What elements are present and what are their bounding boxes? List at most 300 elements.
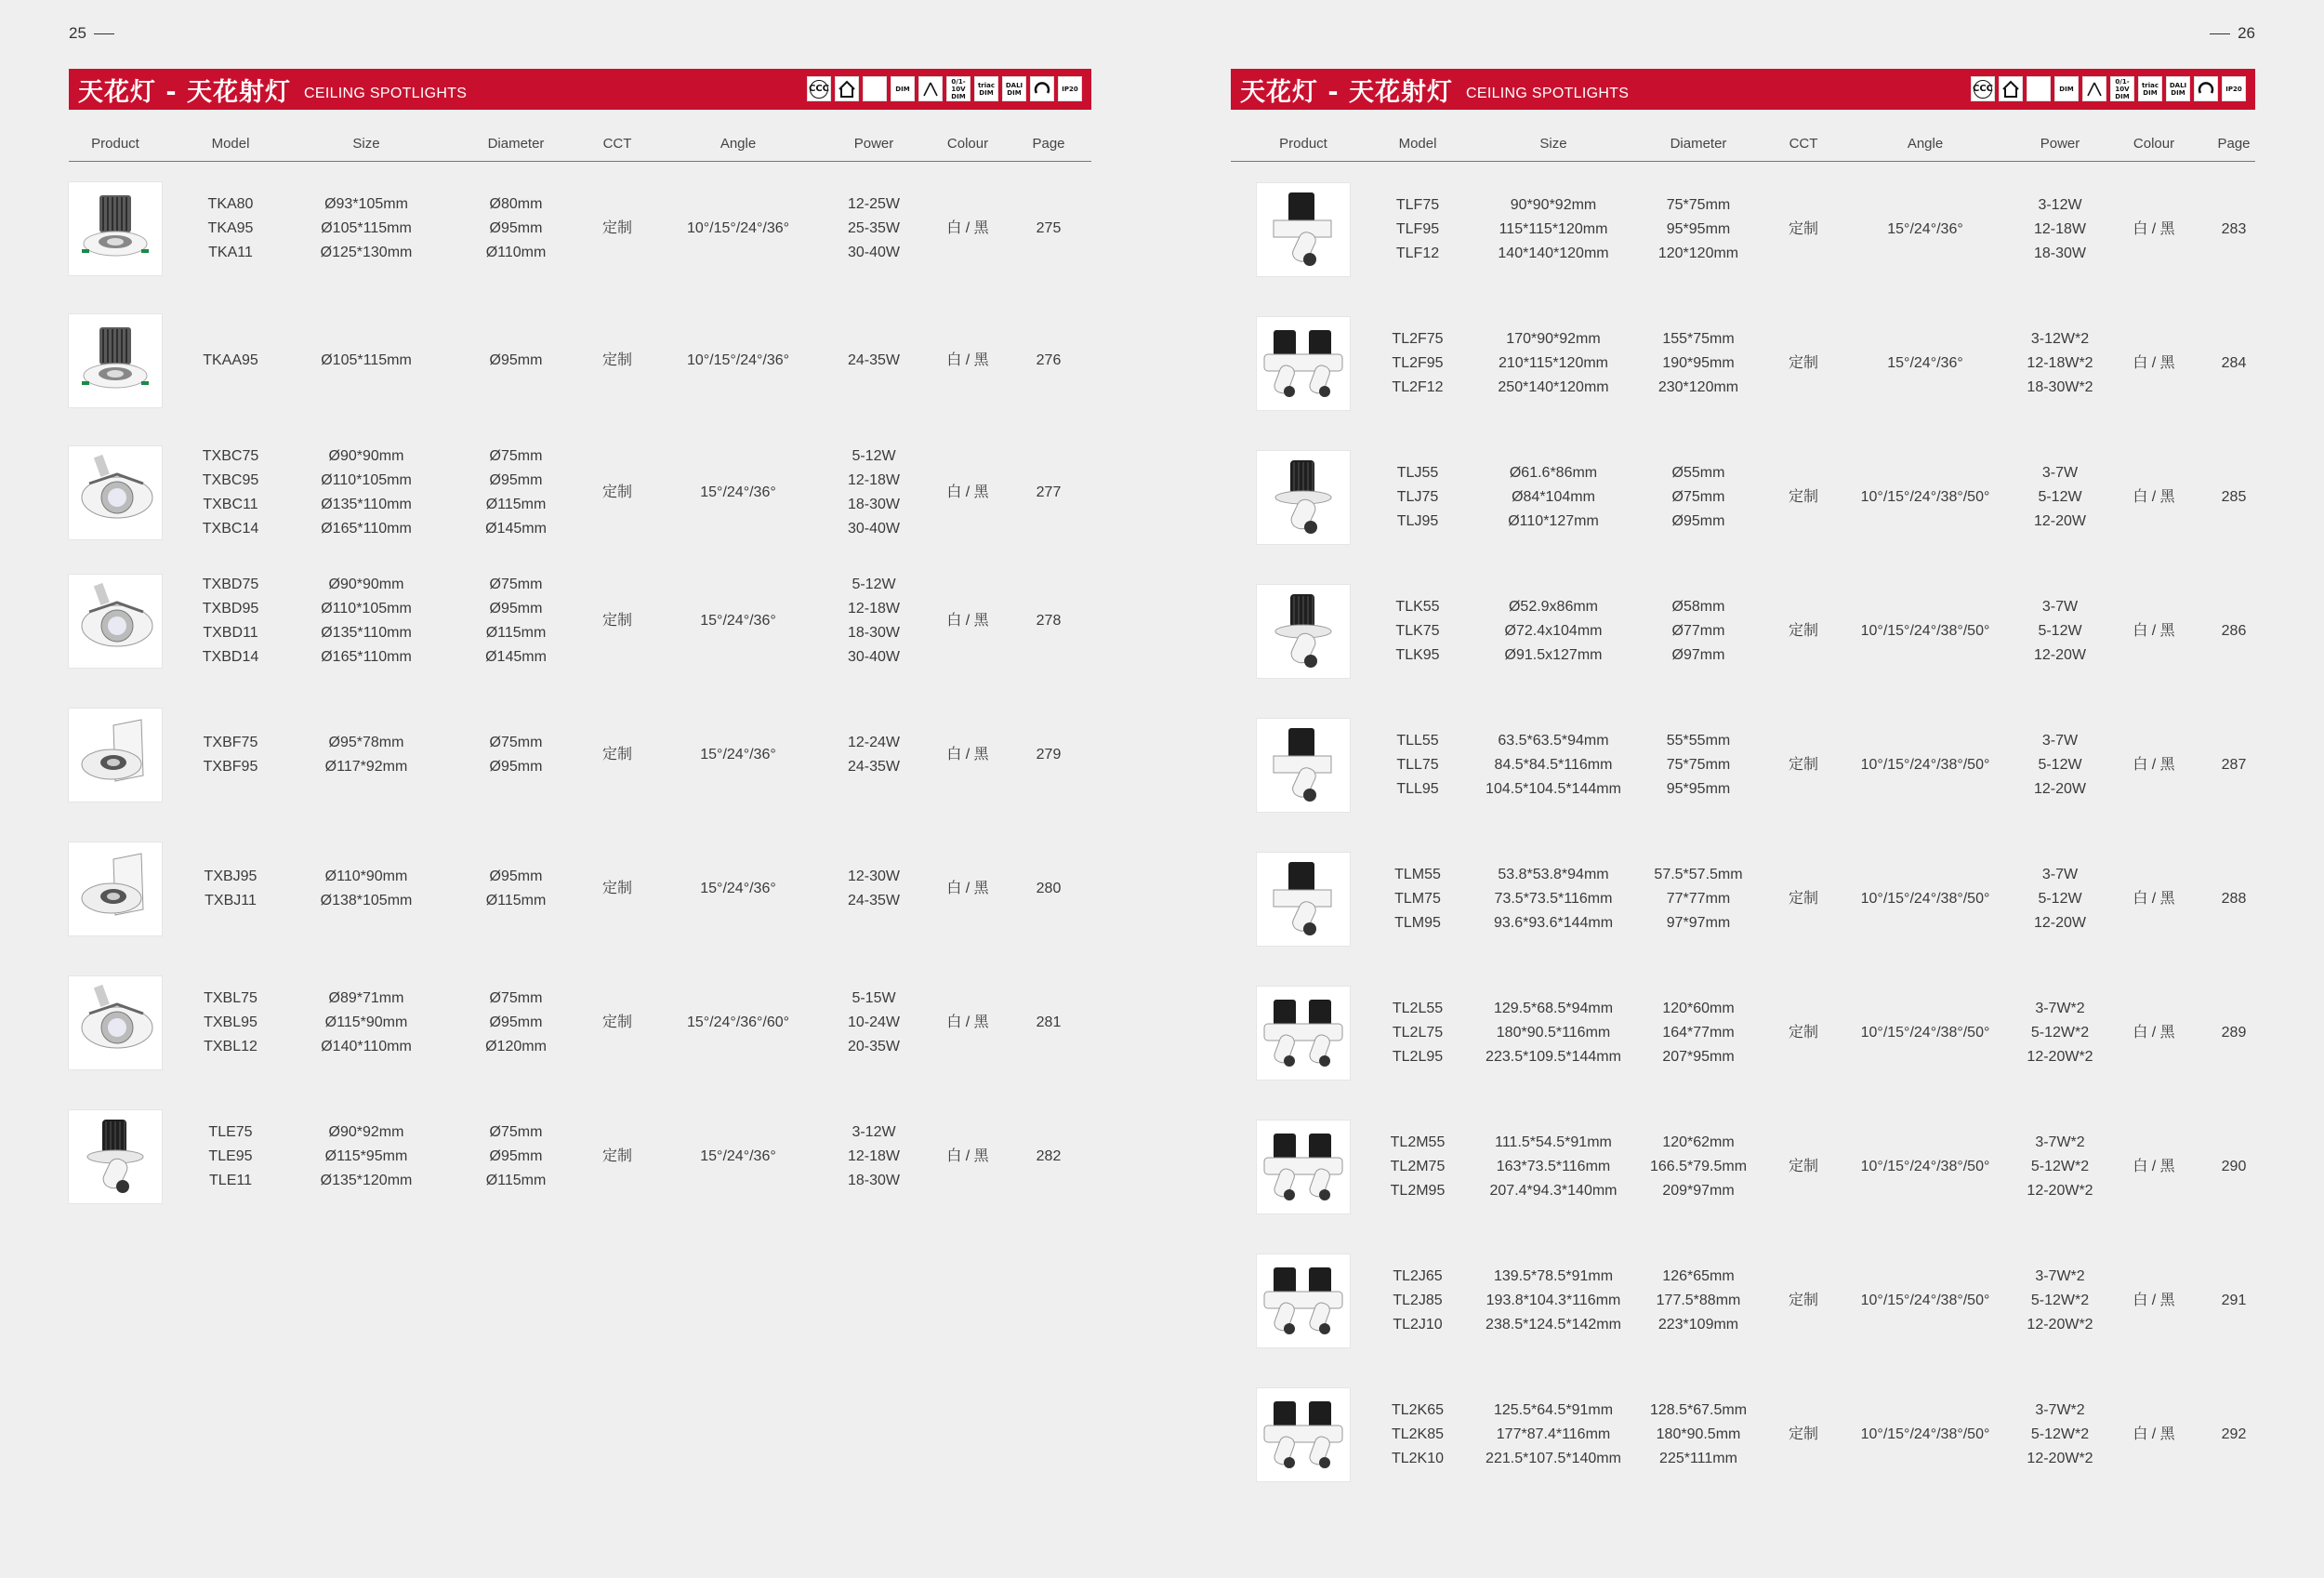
power-value: 12-20W*2	[2027, 1183, 2093, 1199]
diameter-value: Ø75mm	[489, 448, 543, 464]
header-page: Page	[1032, 136, 1065, 152]
diameter-value: 180*90.5mm	[1656, 1426, 1741, 1442]
cct-cell	[1789, 987, 1818, 1080]
size-value: Ø117*92mm	[324, 759, 408, 775]
model-value: TL2F95	[1392, 355, 1444, 371]
diameter-value: Ø95mm	[489, 759, 543, 775]
power-value: 18-30W	[847, 625, 901, 641]
size-value: 223.5*109.5*144mm	[1486, 1049, 1621, 1065]
angle-value: 10°/15°/24°/38°/50°	[1860, 891, 1990, 907]
size-cell	[1486, 1388, 1621, 1481]
model-value: TLK55	[1395, 599, 1440, 615]
cct-cell	[602, 842, 632, 935]
page-number-right: 26	[2202, 24, 2255, 43]
model-value: TXBC14	[202, 521, 259, 537]
power-value: 3-7W	[2041, 867, 2079, 882]
colour-value: 白 / 黑	[2133, 355, 2175, 371]
cct-cell	[602, 709, 632, 802]
power-value: 3-12W*2	[2030, 331, 2090, 347]
adjustable-spot-icon	[1257, 585, 1350, 678]
diameter-value: 128.5*67.5mm	[1649, 1402, 1748, 1418]
power-value: 10-24W	[847, 1014, 901, 1030]
page-ref-cell	[1037, 575, 1062, 668]
recessed-heatsink-downlight-icon	[69, 182, 162, 275]
angle-cell	[1861, 1254, 1990, 1347]
page-ref-value: 287	[2221, 757, 2247, 773]
header-colour: Colour	[946, 136, 989, 152]
model-value: TLK95	[1395, 647, 1440, 663]
diameter-value: 223*109mm	[1657, 1317, 1739, 1333]
page-ref-value: 280	[1036, 881, 1062, 896]
diameter-cell	[1650, 1388, 1747, 1481]
diameter-value: 55*55mm	[1666, 733, 1731, 749]
cct-value: 定制	[1788, 757, 1819, 773]
diameter-value: 75*75mm	[1666, 197, 1731, 213]
size-value: Ø105*115mm	[321, 220, 412, 236]
header-size: Size	[352, 136, 380, 152]
diameter-cell	[1657, 1254, 1741, 1347]
page-ref-value: 282	[1036, 1148, 1062, 1164]
table-row	[69, 842, 1091, 935]
diameter-cell	[1650, 1121, 1747, 1213]
header-page: Page	[2217, 136, 2251, 152]
diameter-value: 95*95mm	[1666, 221, 1731, 237]
power-cell	[848, 182, 900, 275]
product-photo	[1257, 1254, 1350, 1347]
model-value: TXBC11	[203, 497, 258, 512]
size-value: Ø95*78mm	[328, 735, 404, 750]
table-row	[1231, 1254, 2255, 1347]
model-cell	[1393, 987, 1443, 1080]
model-value: TXBF75	[203, 735, 258, 750]
size-value: 129.5*68.5*94mm	[1493, 1001, 1614, 1016]
size-value: 139.5*78.5*91mm	[1493, 1268, 1614, 1284]
power-value: 5-12W	[2038, 623, 2082, 639]
cct-cell	[602, 182, 632, 275]
rotate-icon	[2194, 76, 2218, 101]
section-title-bar	[1231, 69, 2255, 110]
model-cell	[1392, 1388, 1444, 1481]
colour-cell	[2133, 1388, 2174, 1481]
blank-icon	[2027, 76, 2051, 101]
power-cell	[848, 446, 900, 539]
product-photo	[69, 709, 162, 802]
size-value: Ø90*90mm	[328, 448, 404, 464]
angle-value: 15°/24°/36°	[700, 613, 776, 629]
cct-value: 定制	[601, 881, 633, 896]
product-photo	[1257, 585, 1350, 678]
diameter-value: Ø145mm	[485, 649, 547, 665]
twin-spotlight-icon	[1257, 987, 1350, 1080]
header-angle: Angle	[720, 136, 757, 152]
header-model: Model	[211, 136, 250, 152]
model-value: TLL95	[1396, 781, 1439, 797]
section-title-en: CEILING SPOTLIGHTS	[1466, 86, 1630, 101]
cct-cell	[1789, 317, 1818, 410]
model-value: TL2F12	[1392, 379, 1444, 395]
catalog-page-left	[69, 0, 1091, 1578]
power-value: 5-15W	[852, 990, 896, 1006]
diameter-value: Ø75mm	[489, 990, 543, 1006]
angle-value: 10°/15°/24°/38°/50°	[1860, 1293, 1990, 1308]
angle-cell	[1861, 1121, 1990, 1213]
diameter-value: Ø95mm	[1671, 513, 1725, 529]
size-value: Ø110*105mm	[321, 601, 412, 617]
cct-cell	[1789, 719, 1818, 812]
angle-value: 15°/24°/36°	[700, 747, 776, 762]
power-value: 12-20W	[2033, 513, 2087, 529]
angle-cell	[700, 1110, 775, 1203]
size-value: Ø90*90mm	[328, 577, 404, 592]
power-value: 3-7W*2	[2035, 1001, 2085, 1016]
angle-cell	[1887, 317, 1962, 410]
size-value: Ø110*127mm	[1508, 513, 1599, 529]
size-value: 84.5*84.5*116mm	[1494, 757, 1613, 773]
cct-value: 定制	[601, 613, 633, 629]
table-row	[69, 446, 1091, 539]
cct-value: 定制	[1788, 891, 1819, 907]
dali-dim-icon: DALI DIM	[2166, 76, 2190, 101]
ccc-icon	[1971, 76, 1995, 101]
size-value: 250*140*120mm	[1498, 379, 1609, 395]
cct-value: 定制	[601, 220, 633, 236]
diameter-value: Ø75mm	[489, 1124, 543, 1140]
trunk-spotlight-icon	[69, 709, 162, 802]
product-photo	[1257, 1388, 1350, 1481]
cct-value: 定制	[1788, 1159, 1819, 1174]
diameter-value: 120*120mm	[1657, 245, 1739, 261]
size-value: Ø165*110mm	[321, 521, 412, 537]
diameter-value: 77*77mm	[1666, 891, 1731, 907]
angle-value: 15°/24°/36°	[700, 1148, 776, 1164]
power-cell	[2027, 1121, 2093, 1213]
power-value: 24-35W	[847, 893, 901, 908]
cct-cell	[602, 1110, 632, 1203]
table-row	[69, 1110, 1091, 1203]
colour-value: 白 / 黑	[946, 613, 989, 629]
table-row	[1231, 987, 2255, 1080]
diameter-cell	[1658, 183, 1738, 276]
colour-cell	[946, 182, 988, 275]
cct-cell	[1789, 451, 1818, 544]
model-value: TXBD14	[202, 649, 259, 665]
power-value: 24-35W	[847, 352, 901, 368]
gimbal-spotlight-icon	[69, 446, 162, 539]
size-value: Ø105*115mm	[321, 352, 412, 368]
power-value: 12-20W	[2033, 781, 2087, 797]
size-cell	[321, 1110, 413, 1203]
size-value: Ø61.6*86mm	[1509, 465, 1598, 481]
colour-value: 白 / 黑	[946, 881, 989, 896]
size-value: 238.5*124.5*142mm	[1486, 1317, 1621, 1333]
diameter-value: 230*120mm	[1657, 379, 1739, 395]
size-cell	[321, 842, 413, 935]
angle-cell	[687, 182, 789, 275]
colour-cell	[946, 446, 988, 539]
size-value: Ø125*130mm	[320, 245, 413, 260]
size-cell	[321, 182, 413, 275]
product-photo	[1257, 987, 1350, 1080]
size-value: 163*73.5*116mm	[1496, 1159, 1611, 1174]
size-value: Ø91.5x127mm	[1504, 647, 1603, 663]
angle-value: 15°/24°/36°	[1887, 355, 1963, 371]
diameter-value: 75*75mm	[1666, 757, 1731, 773]
size-value: 177*87.4*116mm	[1496, 1426, 1611, 1442]
colour-cell	[2133, 987, 2174, 1080]
cct-value: 定制	[1788, 221, 1819, 237]
power-value: 12-18W	[847, 1148, 901, 1164]
size-cell	[321, 976, 412, 1069]
power-value: 3-7W*2	[2035, 1134, 2085, 1150]
model-cell	[1391, 1121, 1446, 1213]
size-cell	[321, 446, 412, 539]
model-value: TXBD95	[202, 601, 259, 617]
colour-cell	[946, 709, 988, 802]
model-value: TLM55	[1394, 867, 1441, 882]
power-value: 18-30W	[847, 1173, 901, 1188]
diameter-value: 155*75mm	[1662, 331, 1735, 347]
diameter-value: 57.5*57.5mm	[1654, 867, 1743, 882]
size-value: 115*115*120mm	[1499, 221, 1608, 237]
page-ref-cell	[2222, 719, 2247, 812]
model-value: TL2L55	[1392, 1001, 1444, 1016]
model-value: TXBD75	[202, 577, 259, 592]
led-chip-icon: DIM	[2054, 76, 2079, 101]
size-value: Ø110*105mm	[321, 472, 412, 488]
blank-icon	[863, 76, 887, 101]
model-value: TL2J10	[1393, 1317, 1443, 1333]
diameter-cell	[485, 976, 547, 1069]
colour-value: 白 / 黑	[946, 220, 989, 236]
power-value: 12-18W*2	[2027, 355, 2093, 371]
model-value: TL2M95	[1390, 1183, 1446, 1199]
model-cell	[203, 575, 258, 668]
diameter-value: Ø145mm	[485, 521, 547, 537]
size-value: 111.5*54.5*91mm	[1495, 1134, 1612, 1150]
angle-value: 15°/24°/36°	[700, 484, 776, 500]
colour-value: 白 / 黑	[946, 1148, 989, 1164]
power-value: 5-12W*2	[2030, 1293, 2090, 1308]
diameter-value: 190*95mm	[1662, 355, 1735, 371]
diameter-value: Ø95mm	[489, 352, 543, 368]
size-cell	[1490, 1121, 1618, 1213]
adjustable-spot-icon	[69, 1110, 162, 1203]
twin-spotlight-icon	[1257, 317, 1350, 410]
colour-value: 白 / 黑	[946, 352, 989, 368]
recessed-heatsink-downlight-icon	[69, 314, 162, 407]
cct-value: 定制	[1788, 489, 1819, 505]
page-ref-value: 290	[2221, 1159, 2247, 1174]
colour-value: 白 / 黑	[2133, 757, 2175, 773]
table-row	[1231, 1388, 2255, 1481]
page-ref-cell	[1037, 182, 1062, 275]
model-cell	[1393, 1254, 1442, 1347]
model-value: TLF12	[1395, 245, 1440, 261]
diameter-value: Ø95mm	[489, 601, 543, 617]
cct-cell	[1789, 1388, 1818, 1481]
product-photo	[1257, 719, 1350, 812]
table-row	[1231, 853, 2255, 946]
product-photo	[69, 976, 162, 1069]
size-cell	[1486, 1254, 1621, 1347]
cct-value: 定制	[1788, 355, 1819, 371]
colour-cell	[946, 976, 988, 1069]
cct-cell	[602, 314, 632, 407]
page-ref-cell	[2222, 1121, 2247, 1213]
size-cell	[1486, 987, 1621, 1080]
power-cell	[2034, 585, 2086, 678]
diameter-value: Ø58mm	[1671, 599, 1725, 615]
colour-value: 白 / 黑	[2133, 1159, 2175, 1174]
page-ref-value: 279	[1036, 747, 1062, 762]
power-value: 30-40W	[847, 245, 901, 260]
ccc-mark: CCC	[1974, 80, 1992, 99]
model-value: TXBL75	[204, 990, 257, 1006]
diameter-cell	[486, 182, 547, 275]
diameter-cell	[490, 314, 543, 407]
diameter-value: 209*97mm	[1662, 1183, 1735, 1199]
diameter-value: 120*62mm	[1662, 1134, 1735, 1150]
diameter-value: Ø75mm	[489, 735, 543, 750]
power-value: 5-12W	[2038, 757, 2082, 773]
table-row	[1231, 719, 2255, 812]
beam-icon	[918, 76, 943, 101]
page-ref-value: 283	[2221, 221, 2247, 237]
header-power: Power	[853, 136, 894, 152]
model-cell	[204, 976, 257, 1069]
cct-cell	[602, 976, 632, 1069]
diameter-cell	[486, 1110, 547, 1203]
model-value: TLE11	[209, 1173, 252, 1188]
diameter-value: Ø120mm	[485, 1039, 547, 1054]
colour-value: 白 / 黑	[946, 1014, 989, 1030]
page-ref-cell	[1037, 976, 1062, 1069]
page-ref-cell	[2222, 183, 2247, 276]
size-cell	[1498, 317, 1608, 410]
model-value: TXBL95	[204, 1014, 257, 1030]
cct-cell	[1789, 1254, 1818, 1347]
page-ref-value: 275	[1036, 220, 1062, 236]
table-header	[69, 136, 1091, 162]
section-title-zh: 天花灯 - 天花射灯	[1240, 77, 1454, 107]
colour-value: 白 / 黑	[2133, 489, 2175, 505]
colour-value: 白 / 黑	[946, 484, 989, 500]
product-photo	[69, 575, 162, 668]
product-photo	[1257, 183, 1350, 276]
size-value: Ø140*110mm	[321, 1039, 412, 1054]
power-value: 12-24W	[847, 735, 901, 750]
colour-value: 白 / 黑	[2133, 1426, 2175, 1442]
dim-0-10v-icon: 0/1-10V DIM	[2110, 76, 2134, 101]
size-value: Ø115*90mm	[324, 1014, 408, 1030]
diameter-cell	[1654, 853, 1742, 946]
page-ref-value: 285	[2221, 489, 2247, 505]
angle-cell	[700, 709, 775, 802]
cct-value: 定制	[1788, 1426, 1819, 1442]
size-value: Ø135*110mm	[321, 497, 412, 512]
page-ref-cell	[2222, 1254, 2247, 1347]
header-power: Power	[2040, 136, 2080, 152]
power-value: 12-30W	[847, 869, 901, 884]
twin-spotlight-icon	[1257, 1388, 1350, 1481]
angle-value: 15°/24°/36°/60°	[686, 1014, 790, 1030]
angle-cell	[1861, 853, 1990, 946]
colour-cell	[2133, 719, 2174, 812]
angle-cell	[1861, 451, 1990, 544]
product-photo	[1257, 317, 1350, 410]
page-ref-value: 289	[2221, 1025, 2247, 1041]
product-photo	[69, 1110, 162, 1203]
diameter-value: Ø80mm	[489, 196, 543, 212]
table-row	[1231, 317, 2255, 410]
page-ref-value: 286	[2221, 623, 2247, 639]
power-value: 12-18W	[2033, 221, 2087, 237]
model-cell	[208, 1110, 252, 1203]
diameter-cell	[486, 842, 547, 935]
cct-cell	[1789, 585, 1818, 678]
model-value: TKA11	[208, 245, 253, 260]
size-value: Ø84*104mm	[1512, 489, 1595, 505]
power-cell	[848, 314, 900, 407]
model-cell	[1395, 585, 1439, 678]
table-row	[69, 709, 1091, 802]
diameter-value: Ø75mm	[1671, 489, 1725, 505]
model-value: TL2J65	[1393, 1268, 1443, 1284]
colour-cell	[946, 842, 988, 935]
angle-cell	[687, 976, 789, 1069]
table-row	[69, 314, 1091, 407]
diameter-value: Ø95mm	[489, 1148, 543, 1164]
twin-spotlight-icon	[1257, 1121, 1350, 1213]
power-value: 25-35W	[847, 220, 901, 236]
triac-dim-icon: triac DIM	[974, 76, 998, 101]
page-ref-value: 277	[1036, 484, 1062, 500]
size-value: 210*115*120mm	[1498, 355, 1609, 371]
page-ref-cell	[2222, 853, 2247, 946]
model-cell	[203, 446, 258, 539]
colour-cell	[2133, 853, 2174, 946]
size-value: 207.4*94.3*140mm	[1489, 1183, 1618, 1199]
section-title-en: CEILING SPOTLIGHTS	[304, 86, 468, 101]
table-row	[69, 976, 1091, 1069]
cert-icon-strip	[807, 76, 1082, 101]
indoor-icon	[1999, 76, 2023, 101]
size-value: 170*90*92mm	[1506, 331, 1601, 347]
colour-cell	[2133, 585, 2174, 678]
header-colour: Colour	[2133, 136, 2175, 152]
model-value: TXBC95	[202, 472, 259, 488]
power-value: 20-35W	[847, 1039, 901, 1054]
power-value: 3-7W*2	[2035, 1402, 2085, 1418]
page-ref-value: 288	[2221, 891, 2247, 907]
product-photo	[69, 446, 162, 539]
size-cell	[321, 575, 412, 668]
header-model: Model	[1398, 136, 1437, 152]
model-value: TL2F75	[1392, 331, 1444, 347]
cct-cell	[602, 575, 632, 668]
size-cell	[321, 314, 412, 407]
angle-value: 15°/24°/36°	[700, 881, 776, 896]
square-adjustable-spot-icon	[1257, 853, 1350, 946]
power-value: 24-35W	[847, 759, 901, 775]
size-value: Ø89*71mm	[328, 990, 404, 1006]
angle-cell	[700, 446, 775, 539]
page-ref-cell	[1037, 842, 1062, 935]
header-diameter: Diameter	[1670, 136, 1727, 152]
ccc-mark: CCC	[810, 80, 828, 99]
model-cell	[208, 182, 254, 275]
model-value: TXBF95	[203, 759, 258, 775]
